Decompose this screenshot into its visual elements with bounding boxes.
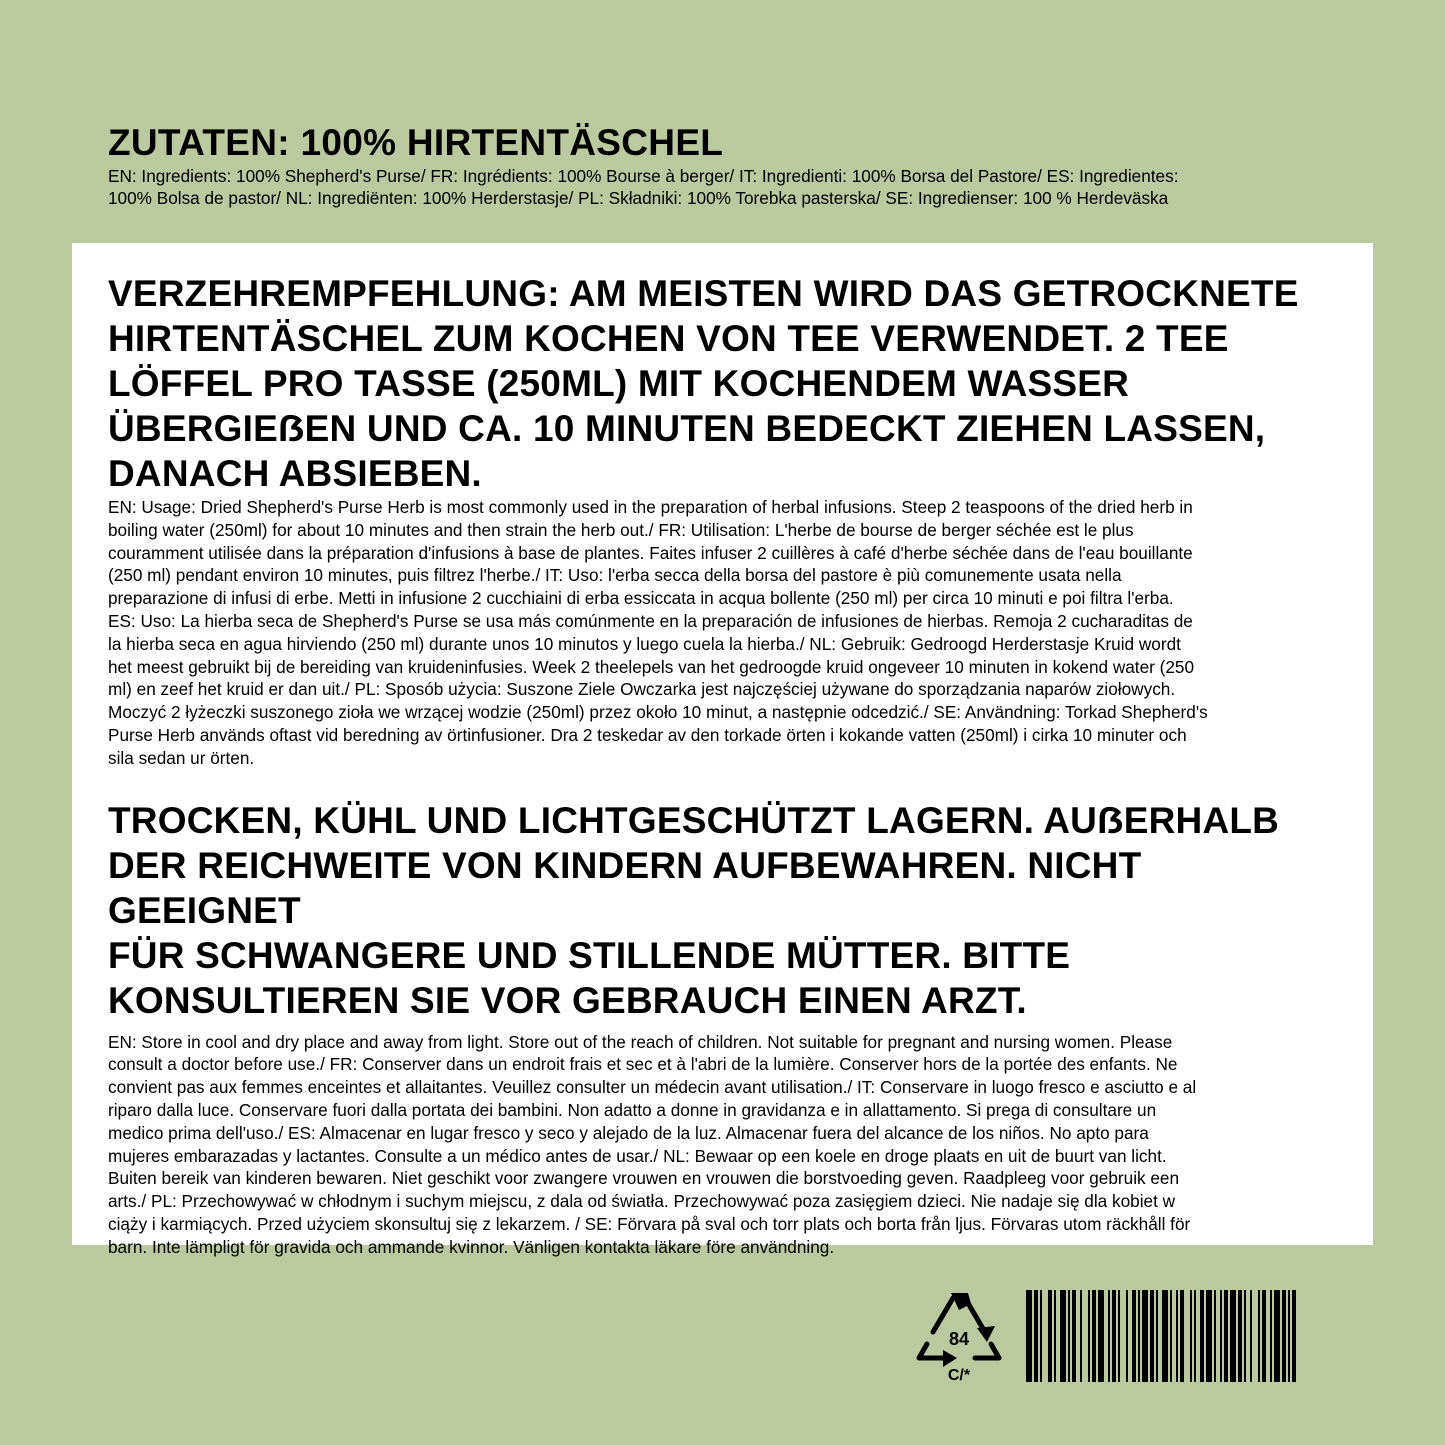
barcode-bar — [1250, 1290, 1252, 1382]
barcode-bar — [1244, 1290, 1246, 1382]
usage-text — [108, 496, 1337, 770]
barcode-bar — [1098, 1290, 1104, 1382]
barcode-bar — [1118, 1290, 1120, 1382]
usage-text-line: (250 ml) pendant environ 10 minutes, puis filtrez l'herbe./ IT: Uso: l'erba secca della borsa del pastore è più comunemente usata nella — [108, 565, 1122, 586]
barcode-bar — [1200, 1290, 1204, 1382]
barcode-bar — [1194, 1290, 1196, 1382]
storage-heading-line: DER REICHWEITE VON KINDERN AUFBEWAHREN. NICHT GEEIGNET — [108, 844, 1142, 931]
barcode-bar — [1206, 1290, 1212, 1382]
barcode-bar — [1034, 1290, 1038, 1382]
usage-text-line: couramment utilisée dans la préparation d'infusions à base de plantes. Faites infuser 2 cuillères à café d'herbe séchée dans de l'eau bouillante — [108, 542, 1193, 563]
barcode — [1026, 1290, 1370, 1382]
barcode-bar — [1274, 1290, 1280, 1382]
barcode-bar — [1176, 1290, 1178, 1382]
barcode-bar — [1170, 1290, 1172, 1382]
barcode-bar — [1270, 1290, 1272, 1382]
barcode-bar — [1238, 1290, 1242, 1382]
barcode-bar — [1112, 1290, 1116, 1382]
barcode-bar — [1026, 1290, 1032, 1382]
barcode-bar — [1150, 1290, 1154, 1382]
storage-heading-line: FÜR SCHWANGERE UND STILLENDE MÜTTER. BITTE — [108, 934, 1071, 976]
barcode-bar — [1092, 1290, 1096, 1382]
barcode-bar — [1132, 1290, 1136, 1382]
barcode-bar — [1054, 1290, 1056, 1382]
barcode-bar — [1080, 1290, 1082, 1382]
barcode-bar — [1230, 1290, 1236, 1382]
usage-text-line: ml) en zeef het kruid er dan uit./ PL: Sposób użycia: Suszone Ziele Owczarka jest najczęściej używane do sporządzania naparów ziołowych. — [108, 679, 1176, 700]
barcode-bar — [1262, 1290, 1266, 1382]
barcode-bar — [1292, 1290, 1296, 1382]
barcode-bar — [1258, 1290, 1260, 1382]
usage-text-line: la hierba seca en agua hirviendo (250 ml) durante unos 10 minutos y luego cuela la hierba./ NL: Gebruik: Gedroogd Herderstasje Kruid wordt — [108, 633, 1181, 654]
barcode-bar — [1048, 1290, 1052, 1382]
barcode-bar — [1156, 1290, 1158, 1382]
barcode-bar — [1060, 1290, 1066, 1382]
barcode-bar — [1072, 1290, 1076, 1382]
barcode-bar — [1190, 1290, 1192, 1382]
storage-text-line: consult a doctor before use./ FR: Conserver dans un endroit frais et sec et à l'abri de la lumière. Conserver hors de la portée des enfants. Ne — [108, 1054, 1178, 1075]
storage-heading — [108, 798, 1337, 1023]
usage-text-line: Moczyć 2 łyżeczki suszonego zioła we wrzącej wodzie (250ml) przez około 10 minut, a następnie odcedzić./ SE: Användning: Torkad Shepherd's — [108, 702, 1208, 723]
storage-text-line: arts./ PL: Przechowywać w chłodnym i suchym miejscu, z dala od światła. Przechowywać poza zasięgiem dzieci. Nie nadaje się dla kobiet w — [108, 1191, 1176, 1212]
barcode-bar — [1068, 1290, 1070, 1382]
barcode-bar — [1142, 1290, 1148, 1382]
usage-text-line: Purse Herb används oftast vid beredning av örtinfusioner. Dra 2 teskedar av den torkade örten i kokande vatten (250ml) i cirka 10 minuter och — [108, 724, 1187, 745]
barcode-bar — [1126, 1290, 1128, 1382]
info-panel — [72, 243, 1373, 1257]
usage-heading-line: LÖFFEL PRO TASSE (250ML) MIT KOCHENDEM WASSER — [108, 363, 1130, 404]
storage-text-line: riparo dalla luce. Conservare fuori dalla portata dei bambini. Non adatto a donne in gravidanza e in allattamento. Si prega di consultare un — [108, 1099, 1157, 1120]
storage-heading-line: KONSULTIEREN SIE VOR GEBRAUCH EINEN ARZT. — [108, 979, 1027, 1021]
usage-text-line: het meest gebruikt bij de bereiding van kruideninfusies. Week 2 theelepels van het gedroogde kruid ongeveer 10 minuten in kokend water (250 — [108, 656, 1195, 677]
storage-text-line: barn. Inte lämpligt för gravida och ammande kvinnor. Vänligen kontakta läkare före användning. — [108, 1236, 835, 1257]
usage-text-line: preparazione di infusi di erbe. Metti in infusione 2 cucchiaini di erba essiccata in acqua bollente (250 ml) per circa 10 minuti e poi filtra l'erba. — [108, 588, 1174, 609]
storage-text-line: mujeres embarazadas y lactantes. Consulte a un médico antes de usar./ NL: Bewaar op een koele en droge plaats en uit de buurt van licht. — [108, 1145, 1167, 1166]
usage-heading-line: VERZEHREMPFEHLUNG: AM MEISTEN WIRD DAS GETROCKNETE — [108, 273, 1299, 314]
storage-text-line: EN: Store in cool and dry place and away from light. Store out of the reach of children. Not suitable for pregnant and nursing women. Please — [108, 1031, 1173, 1052]
barcode-bar — [1214, 1290, 1216, 1382]
barcode-bar — [1138, 1290, 1140, 1382]
ingredients-translations — [108, 165, 1348, 209]
storage-text-line: convient pas aux femmes enceintes et allaitantes. Veuillez consulter un médecin avant utilisation./ IT: Conservare in luogo fresco e asciutto e al — [108, 1077, 1197, 1098]
recycling-code: 84 — [948, 1329, 970, 1349]
barcode-bar — [1088, 1290, 1090, 1382]
barcode-bar — [1220, 1290, 1222, 1382]
usage-heading-line: HIRTENTÄSCHEL ZUM KOCHEN VON TEE VERWENDET. 2 TEE — [108, 318, 1229, 359]
barcode-bar — [1224, 1290, 1228, 1382]
ingredients-translation-line: EN: Ingredients: 100% Shepherd's Purse/ FR: Ingrédients: 100% Bourse à berger/ IT: Ingredienti: 100% Borsa del Pastore/ ES: Ingredientes: — [108, 166, 1179, 186]
usage-text-line: EN: Usage: Dried Shepherd's Purse Herb is most commonly used in the preparation of herbal infusions. Steep 2 teaspoons of the dried herb in — [108, 497, 1193, 517]
storage-text-line: Buiten bereik van kinderen bewaren. Niet geschikt voor zwangere vrouwen en vrouwen die borstvoeding geven. Raadpleeg voor gebruik een — [108, 1168, 1180, 1189]
usage-text-line: ES: Uso: La hierba seca de Shepherd's Purse se usa más comúnmente en la preparación de infusiones de hierbas. Remoja 2 cucharaditas de — [108, 610, 1193, 631]
barcode-bar — [1180, 1290, 1184, 1382]
ingredients-translation-line: 100% Bolsa de pastor/ NL: Ingrediënten: 100% Herderstasje/ PL: Składniki: 100% Torebka pasterska/ SE: Ingredienser: 100 % Herdeväska — [108, 188, 1169, 208]
storage-text — [108, 1031, 1337, 1259]
storage-text-line: medico prima dell'uso./ ES: Almacenar en lugar fresco y seco y alejado de la luz. Almacenar fuera del alcance de los niños. No apto para — [108, 1122, 1149, 1143]
storage-heading-line: TROCKEN, KÜHL UND LICHTGESCHÜTZT LAGERN. AUẞERHALB — [108, 799, 1280, 841]
usage-text-line: sila sedan ur örten. — [108, 747, 255, 768]
usage-heading-line: DANACH ABSIEBEN. — [108, 453, 482, 494]
ingredients-section — [108, 122, 1348, 209]
barcode-bar — [1108, 1290, 1110, 1382]
storage-text-line: ciąży i karmiących. Przed użyciem skonsultuj się z lekarzem. / SE: Förvara på sval och torr plats och borta från ljus. Förvaras utom räckhåll för — [108, 1213, 1191, 1234]
ingredients-title: ZUTATEN: 100% HIRTENTÄSCHEL — [108, 122, 724, 163]
barcode-bar — [1282, 1290, 1286, 1382]
usage-heading-line: ÜBERGIEẞEN UND CA. 10 MINUTEN BEDECKT ZIEHEN LASSEN, — [108, 408, 1266, 449]
barcode-bar — [1288, 1290, 1290, 1382]
barcode-bar — [1040, 1290, 1042, 1382]
usage-text-line: boiling water (250ml) for about 10 minutes and then strain the herb out./ FR: Utilisation: L'herbe de bourse de berger séchée est le plus — [108, 519, 1134, 540]
barcode-bar — [1162, 1290, 1168, 1382]
usage-heading — [108, 271, 1337, 496]
recycling-material: C/* — [947, 1367, 971, 1382]
recycling-symbol-icon — [913, 1290, 1005, 1382]
